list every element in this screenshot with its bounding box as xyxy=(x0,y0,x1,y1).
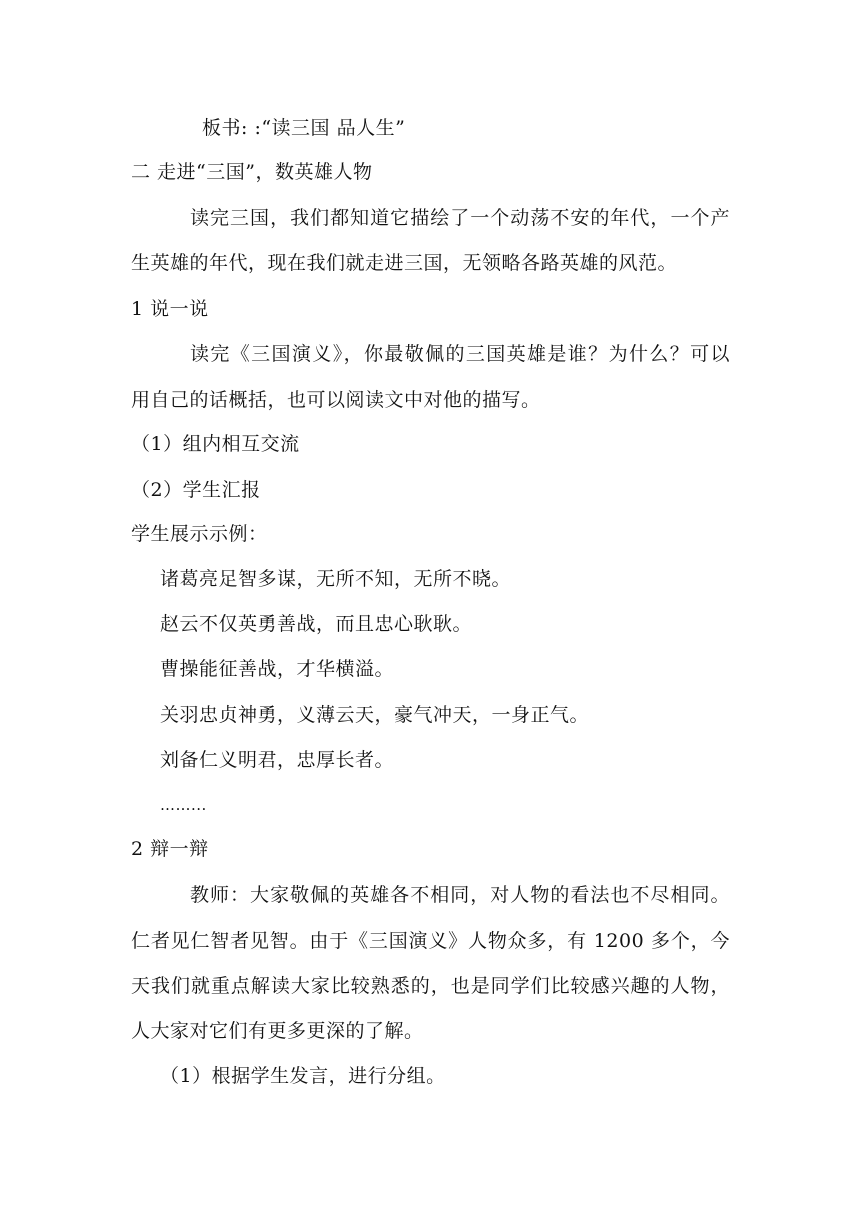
teacher-line-1: 教师：大家敬佩的英雄各不相同，对人物的看法也不尽相同。 xyxy=(190,884,730,906)
example-ellipsis: ……... xyxy=(160,796,207,814)
teacher-line-2: 仁者见仁智者见智。由于《三国演义》人物众多，有 1200 多个，今 xyxy=(131,930,730,952)
teacher-line-4: 人大家对它们有更多更深的了解。 xyxy=(131,1020,424,1042)
example-item: 曹操能征善战，才华横溢。 xyxy=(160,658,395,680)
example-item: 刘备仁义明君，忠厚长者。 xyxy=(160,749,395,771)
section-two-heading: 二 走进“三国”，数英雄人物 xyxy=(131,161,373,183)
item2-heading: 2 辩一辩 xyxy=(131,838,209,860)
step-1: （1）组内相互交流 xyxy=(131,433,300,455)
step-group: （1）根据学生发言，进行分组。 xyxy=(160,1065,446,1087)
example-item: 赵云不仅英勇善战，而且忠心耿耿。 xyxy=(160,613,473,635)
example-item: 关羽忠贞神勇，义薄云天，豪气冲天，一身正气。 xyxy=(160,704,590,726)
item1-line-1: 读完《三国演义》，你最敬佩的三国英雄是谁？为什么？可以 xyxy=(190,343,730,365)
intro-line-1: 读完三国，我们都知道它描绘了一个动荡不安的年代，一个产 xyxy=(190,207,730,229)
examples-label: 学生展示示例： xyxy=(131,523,268,545)
intro-line-2: 生英雄的年代，现在我们就走进三国，无领略各路英雄的风范。 xyxy=(131,252,678,274)
teacher-line-3: 天我们就重点解读大家比较熟悉的，也是同学们比较感兴趣的人物， xyxy=(131,975,730,997)
item1-heading: 1 说一说 xyxy=(131,298,209,320)
example-item: 诸葛亮足智多谋，无所不知，无所不晓。 xyxy=(160,568,512,590)
board-title: 板书: :“读三国 品人生” xyxy=(202,117,406,139)
step-2: （2）学生汇报 xyxy=(131,479,261,501)
item1-line-2: 用自己的话概括，也可以阅读文中对他的描写。 xyxy=(131,389,541,411)
